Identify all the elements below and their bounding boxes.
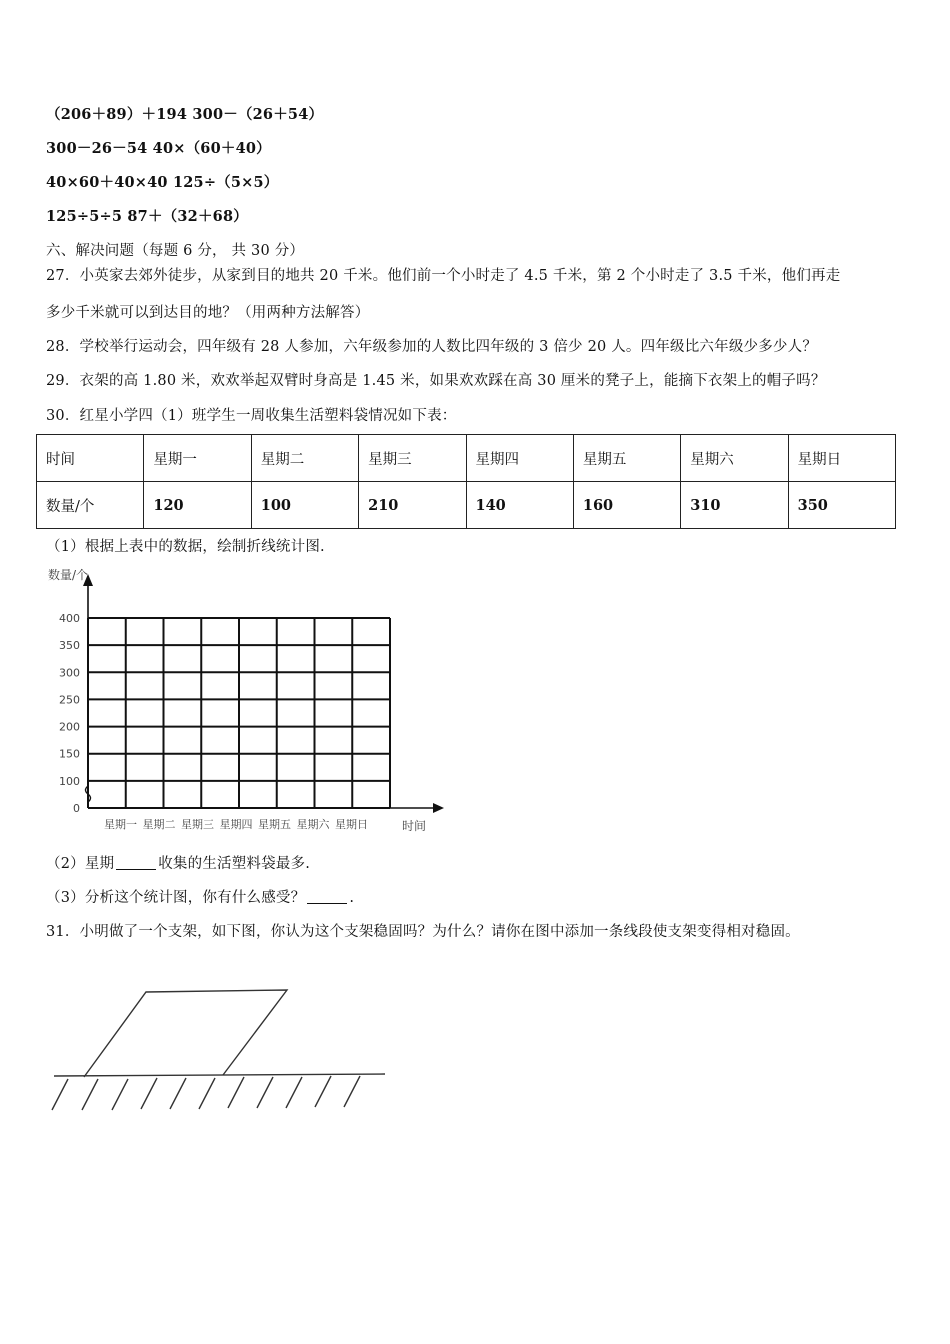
x-tick-label: 星期二 (142, 818, 176, 831)
x-tick-label: 星期日 (335, 818, 368, 831)
q30-2-suffix: 收集的生活塑料袋最多. (158, 856, 311, 872)
answer-blank-day[interactable] (116, 868, 156, 870)
table-cell: 星期五 (573, 435, 680, 482)
table-cell: 120 (144, 482, 251, 529)
ground-hatching (52, 1076, 360, 1110)
table-cell: 星期三 (359, 435, 466, 482)
calc-line-2: 300－26－54 40×（60＋40） (46, 140, 271, 157)
calc-line-3: 40×60＋40×40 125÷（5×5） (46, 174, 279, 191)
table-cell: 星期日 (788, 435, 895, 482)
q30-3-prefix: （3）分析这个统计图，你有什么感受？ (46, 890, 306, 906)
question-28: 28．学校举行运动会，四年级有 28 人参加，六年级参加的人数比四年级的 3 倍少 20 人。四年级比六年级少多少人？ (46, 339, 818, 355)
y-tick-label: 100 (59, 774, 80, 788)
question-30: 30．红星小学四（1）班学生一周收集生活塑料袋情况如下表： (46, 408, 457, 424)
y-axis-title: 数量/个 (48, 568, 89, 582)
q30-3-suffix: . (349, 890, 355, 906)
question-30-part-1: （1）根据上表中的数据，绘制折线统计图. (46, 539, 325, 555)
table-cell: 星期四 (466, 435, 573, 482)
y-tick-label: 300 (59, 666, 80, 680)
bracket-outline (84, 990, 287, 1077)
table-cell: 210 (359, 482, 466, 529)
calc-line-4: 125÷5÷5 87＋（32＋68） (46, 208, 248, 225)
question-27-line-2: 多少千米就可以到达目的地？（用两种方法解答） (46, 305, 370, 321)
table-cell: 140 (466, 482, 573, 529)
question-31: 31．小明做了一个支架，如下图，你认为这个支架稳固吗？为什么？请你在图中添加一条线段使支架变得相对稳固。 (46, 924, 800, 940)
ground-line (54, 1074, 385, 1076)
table-cell: 160 (573, 482, 680, 529)
table-cell: 数量/个 (37, 482, 144, 529)
bracket-figure (40, 975, 400, 1135)
question-30-part-2 (46, 852, 310, 873)
table-cell: 时间 (37, 435, 144, 482)
y-tick-label: 150 (59, 747, 80, 761)
table-cell: 350 (788, 482, 895, 529)
question-27-line-1: 27．小英家去郊外徒步，从家到目的地共 20 千米。他们前一个小时走了 4.5 千米，第 2 个小时走了 3.5 千米，他们再走 (46, 268, 841, 284)
answer-blank-feeling[interactable] (307, 902, 347, 904)
x-axis-arrow (433, 803, 444, 813)
y-tick-label: 350 (59, 639, 80, 653)
table-cell: 星期二 (251, 435, 358, 482)
y-tick-label: 250 (59, 693, 80, 707)
y-tick-label: 200 (59, 720, 80, 734)
question-29: 29．衣架的高 1.80 米，欢欢举起双臂时身高是 1.45 米，如果欢欢踩在高 30 厘米的凳子上，能摘下衣架上的帽子吗？ (46, 373, 826, 389)
data-table (36, 434, 896, 529)
table-cell: 星期六 (681, 435, 788, 482)
table-cell: 310 (681, 482, 788, 529)
x-axis-title: 时间 (402, 819, 427, 833)
table-header-row (37, 435, 896, 482)
table-values-row (37, 482, 896, 529)
calc-line-1: （206＋89）＋194 300－（26＋54） (46, 106, 324, 123)
section-title: 六、解决问题（每题 6 分， 共 30 分） (46, 243, 305, 259)
y-tick-label: 400 (59, 612, 80, 625)
question-30-part-3 (46, 886, 354, 907)
x-tick-label: 星期六 (296, 818, 330, 831)
line-chart-grid (40, 560, 460, 850)
table-cell: 星期一 (144, 435, 251, 482)
y-tick-label: 0 (73, 802, 80, 815)
x-tick-label: 星期四 (219, 818, 253, 831)
x-tick-label: 星期五 (258, 818, 291, 831)
x-tick-label: 星期三 (181, 818, 214, 831)
x-tick-label: 星期一 (104, 818, 137, 831)
q30-2-prefix: （2）星期 (46, 856, 115, 872)
table-cell: 100 (251, 482, 358, 529)
